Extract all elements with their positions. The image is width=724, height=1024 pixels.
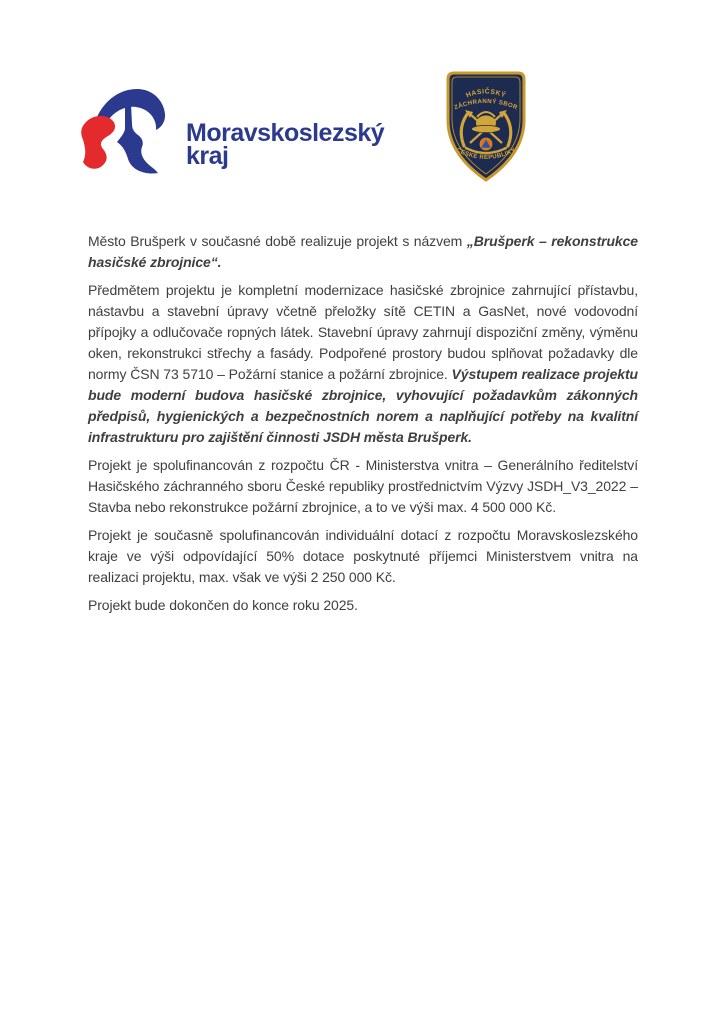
msk-wordmark-line1: Moravskoslezský bbox=[186, 119, 385, 147]
fire-rescue-badge-icon bbox=[433, 68, 539, 186]
text-run-bold-italic: „Brušperk – rekonstrukce hasičské zbrojnice“. bbox=[88, 233, 638, 270]
text-run: Město Brušperk v současné době realizuje projekt s názvem bbox=[88, 233, 467, 249]
paragraph bbox=[88, 231, 638, 273]
text-run: Projekt je současně spolufinancován individuální dotací z rozpočtu Moravskoslezského kraje ve výši odpovídající 50% dotace poskytnuté příjemci Ministerstvem vnitra na realizaci projektu, max. však ve výši 2 250 000 Kč. bbox=[88, 527, 638, 585]
document-body bbox=[88, 231, 638, 623]
badge-text-ceske-republiky: ČESKÉ REPUBLIKY bbox=[455, 146, 517, 162]
badge-text-hasicsky: HASIČSKÝ bbox=[465, 88, 507, 100]
civil-protection-emblem-icon bbox=[480, 138, 492, 150]
paragraph bbox=[88, 455, 638, 518]
paragraph bbox=[88, 280, 638, 448]
text-run: Předmětem projektu je kompletní modernizace hasičské zbrojnice zahrnující přístavbu, nástavbu a stavební úpravy včetně přeložky sítě CETIN a GasNet, nové vodovodní přípojky a odlučovače ropných látek. Stavební úpravy zahrnují dispoziční změny, výměnu oken, rekonstrukci střechy a fasády. Podpořené prostory budou splňovat požadavky dle normy ČSN 73 5710 – Požární stanice a požární zbrojnice. bbox=[88, 282, 638, 382]
badge-text-zachranny-sbor: ZÁCHRANNÝ SBOR bbox=[453, 97, 519, 112]
text-run-bold-italic: Výstupem realizace projektu bude moderní budova hasičské zbrojnice, vyhovující požadavkům zákonných předpisů, hygienických a bezpečnostních norem a naplňující potřeby na kvalitní infrastrukturu pro zajištění činnosti JSDH města Brušperk. bbox=[88, 366, 638, 445]
text-run: Projekt je spolufinancován z rozpočtu ČR - Ministerstva vnitra – Generálního ředitelství Hasičského záchranného sboru České republiky prostřednictvím Výzvy JSDH_V3_2022 – Stavba nebo rekonstrukce požární zbrojnice, a to ve výši max. 4 500 000 Kč. bbox=[88, 457, 638, 515]
text-run: Projekt bude dokončen do konce roku 2025. bbox=[88, 597, 358, 613]
msk-region-logo-icon bbox=[80, 82, 178, 174]
msk-region-logo-wordmark bbox=[186, 119, 385, 170]
paragraph bbox=[88, 595, 638, 616]
msk-region-logo bbox=[80, 82, 400, 174]
fire-rescue-badge bbox=[433, 68, 539, 186]
msk-wordmark-line2: kraj bbox=[186, 142, 229, 170]
paragraph bbox=[88, 525, 638, 588]
